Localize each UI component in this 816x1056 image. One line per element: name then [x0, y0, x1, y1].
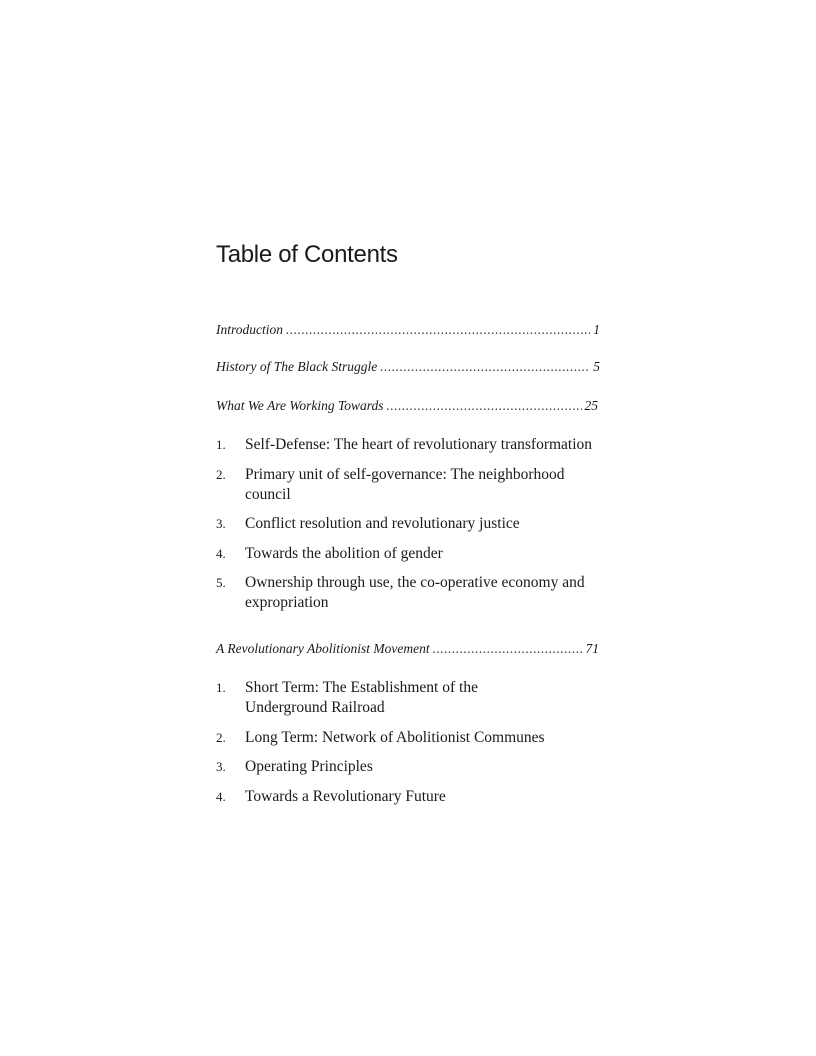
- leader-dots: [433, 640, 583, 658]
- list-item: [216, 728, 616, 748]
- page-title: Table of Contents: [216, 241, 398, 268]
- list-item-number: 1.: [216, 680, 226, 695]
- leader-dots: [380, 358, 590, 376]
- leader-dots: [387, 397, 582, 415]
- list-item-text: Ownership through use, the co-operative economy and expropriation: [245, 574, 585, 611]
- list-item-number: 2.: [216, 466, 226, 482]
- list-item-number: 5.: [216, 575, 226, 590]
- list-item-number: 4.: [216, 545, 226, 561]
- list-item-text: Long Term: Network of Abolitionist Communes: [245, 728, 545, 746]
- list-item: [216, 757, 616, 777]
- working-towards-sublist: [216, 435, 616, 623]
- toc-entry-label: What We Are Working Towards: [216, 398, 384, 413]
- list-item-text: Towards a Revolutionary Future: [245, 787, 446, 805]
- list-item-text: Towards the abolition of gender: [245, 544, 443, 562]
- toc-entry-label: A Revolutionary Abolitionist Movement: [216, 641, 430, 656]
- list-item-number: 3.: [216, 759, 226, 774]
- toc-entry-page: 25: [584, 398, 598, 413]
- list-item-text: Conflict resolution and revolutionary justice: [245, 515, 520, 532]
- list-item: [216, 573, 616, 613]
- movement-sublist: [216, 678, 616, 816]
- list-item: [216, 678, 616, 718]
- list-item-text: Short Term: The Establishment of the Underground Railroad: [245, 679, 478, 716]
- list-item-text: Self-Defense: The heart of revolutionary transformation: [245, 436, 593, 453]
- list-item-number: 1.: [216, 437, 226, 452]
- toc-entry-history: [216, 358, 600, 376]
- toc-entry-page: 5: [593, 359, 600, 374]
- list-item-number: 3.: [216, 516, 226, 531]
- list-item: [216, 787, 616, 807]
- toc-entry-working-towards: [216, 397, 598, 415]
- list-item-text: Operating Principles: [245, 758, 373, 775]
- toc-entry-introduction: [216, 321, 600, 339]
- toc-entry-label: Introduction: [216, 322, 283, 337]
- toc-entry-label: History of The Black Struggle: [216, 359, 378, 374]
- list-item-number: 4.: [216, 788, 226, 804]
- toc-entry-movement: [216, 640, 599, 658]
- list-item: [216, 514, 616, 534]
- list-item: [216, 435, 616, 455]
- toc-entry-page: 1: [593, 322, 600, 337]
- list-item: [216, 465, 616, 505]
- list-item: [216, 544, 616, 564]
- list-item-text: Primary unit of self-governance: The neighborhood council: [245, 465, 565, 503]
- list-item-number: 2.: [216, 729, 226, 745]
- toc-entry-page: 71: [585, 641, 599, 656]
- leader-dots: [286, 321, 590, 339]
